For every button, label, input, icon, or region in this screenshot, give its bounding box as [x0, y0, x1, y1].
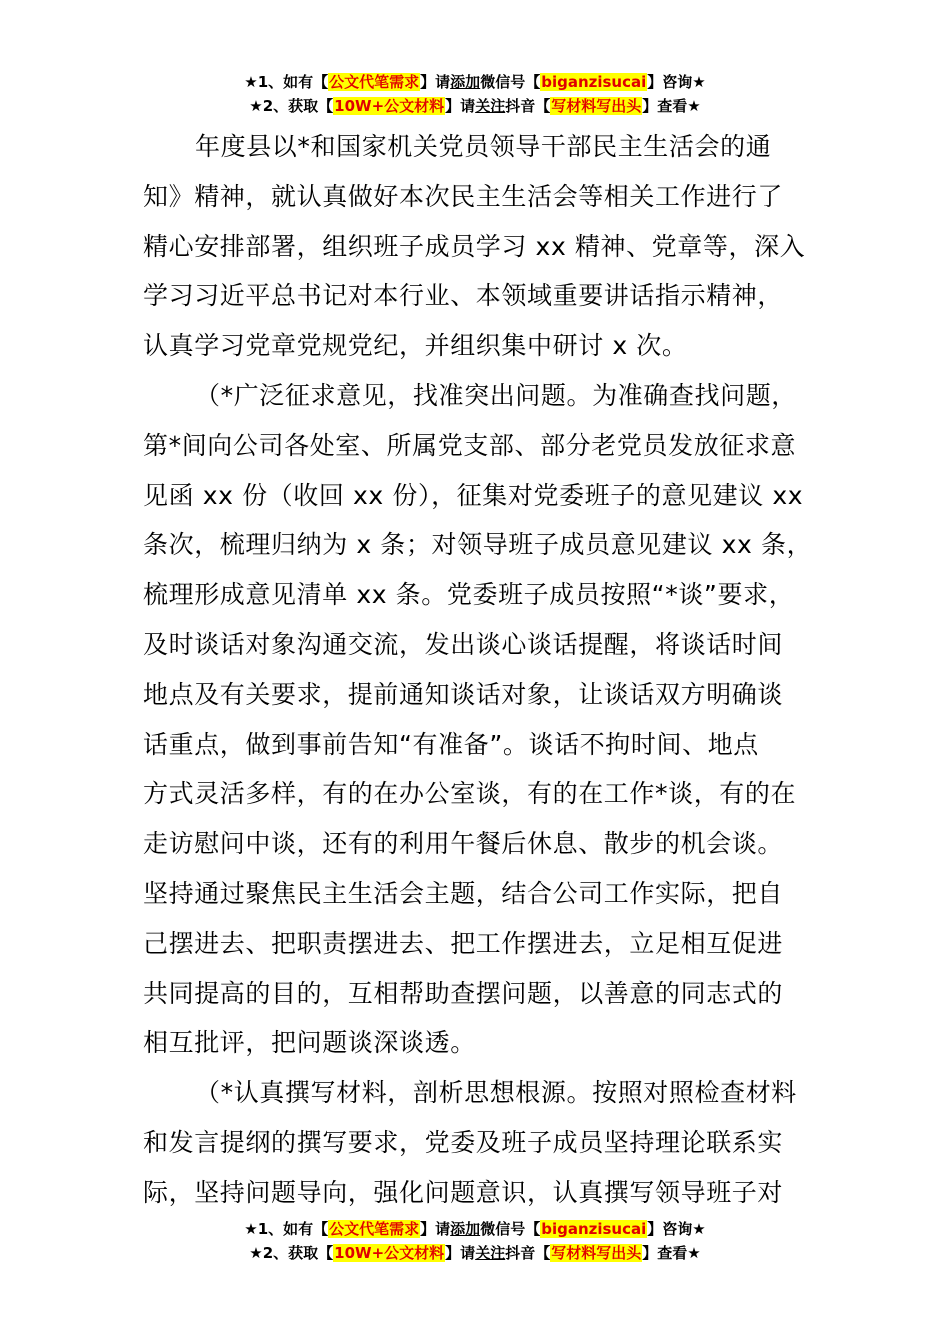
body-line: 际，坚持问题导向，强化问题意识，认真撰写领导班子对: [143, 1177, 784, 1207]
highlight-writing-service: 公文代笔需求: [329, 1220, 420, 1238]
body-line: 知》精神，就认真做好本次民主生活会等相关工作进行了: [143, 181, 784, 211]
body-line: 及时谈话对象沟通交流，发出谈心谈话提醒，将谈话时间: [143, 629, 784, 659]
body-line: 见函 xx 份（收回 xx 份），征集对党委班子的意见建议 xx: [143, 480, 804, 510]
star-icon: ★: [692, 73, 706, 91]
body-line: 方式灵活多样，有的在办公室谈，有的在工作*谈，有的在: [143, 779, 797, 809]
star-icon: ★: [687, 97, 701, 115]
highlight-wechat-id: biganzisucai: [541, 1220, 647, 1238]
star-icon: ★: [249, 97, 263, 115]
body-line: 地点及有关要求，提前通知谈话对象，让谈话双方明确谈: [143, 679, 784, 709]
highlight-writing-service: 公文代笔需求: [329, 73, 420, 91]
body-line: 学习习近平总书记对本行业、本领域重要讲话指示精神，: [143, 281, 784, 311]
promo-line-2: ★2、获取【10W+公文材料】请关注抖音【写材料写出头】查看★: [249, 1244, 701, 1262]
body-line: （*广泛征求意见，找准突出问题。为准确查找问题，: [195, 380, 797, 410]
star-icon: ★: [244, 73, 258, 91]
body-line: 条次，梳理归纳为 x 条；对领导班子成员意见建议 xx 条，: [143, 530, 813, 560]
highlight-materials: 10W+公文材料: [334, 1244, 445, 1262]
body-line: 和发言提纲的撰写要求，党委及班子成员坚持理论联系实: [143, 1127, 784, 1157]
promo-line-1: ★1、如有【公文代笔需求】请添加微信号【biganzisucai】咨询★: [244, 73, 706, 91]
promo-line-1: ★1、如有【公文代笔需求】请添加微信号【biganzisucai】咨询★: [244, 1220, 706, 1238]
star-icon: ★: [687, 1244, 701, 1262]
body-line: 相互批评，把问题谈深谈透。: [143, 1028, 476, 1058]
body-line: 精心安排部署，组织班子成员学习 xx 精神、党章等，深入: [143, 231, 806, 261]
body-line: 己摆进去、把职责摆进去、把工作摆进去，立足相互促进: [143, 928, 784, 958]
star-icon: ★: [249, 1244, 263, 1262]
highlight-douyin-account: 写材料写出头: [551, 97, 642, 115]
promo-footer-bottom: [0, 1217, 950, 1265]
body-line: 走访慰问中谈，还有的利用午餐后休息、散步的机会谈。: [143, 829, 784, 859]
highlight-materials: 10W+公文材料: [334, 97, 445, 115]
body-line: 第*间向公司各处室、所属党支部、部分老党员发放征求意: [143, 430, 797, 460]
body-line: 话重点，做到事前告知“有准备”。谈话不拘时间、地点: [143, 729, 759, 759]
document-body: [143, 122, 813, 1218]
promo-header-top: [0, 70, 950, 118]
body-line: 共同提高的目的，互相帮助查摆问题，以善意的同志式的: [143, 978, 784, 1008]
highlight-douyin-account: 写材料写出头: [551, 1244, 642, 1262]
body-line: 认真学习党章党规党纪，并组织集中研讨 x 次。: [143, 331, 688, 361]
body-line: （*认真撰写材料，剖析思想根源。按照对照检查材料: [195, 1078, 797, 1108]
body-line: 坚持通过聚焦民主生活会主题，结合公司工作实际，把自: [143, 878, 784, 908]
highlight-wechat-id: biganzisucai: [541, 73, 647, 91]
star-icon: ★: [244, 1220, 258, 1238]
star-icon: ★: [692, 1220, 706, 1238]
body-line: 年度县以*和国家机关党员领导干部民主生活会的通: [195, 132, 772, 161]
promo-line-2: ★2、获取【10W+公文材料】请关注抖音【写材料写出头】查看★: [249, 97, 701, 115]
body-line: 梳理形成意见清单 xx 条。党委班子成员按照“*谈”要求，: [143, 580, 795, 610]
